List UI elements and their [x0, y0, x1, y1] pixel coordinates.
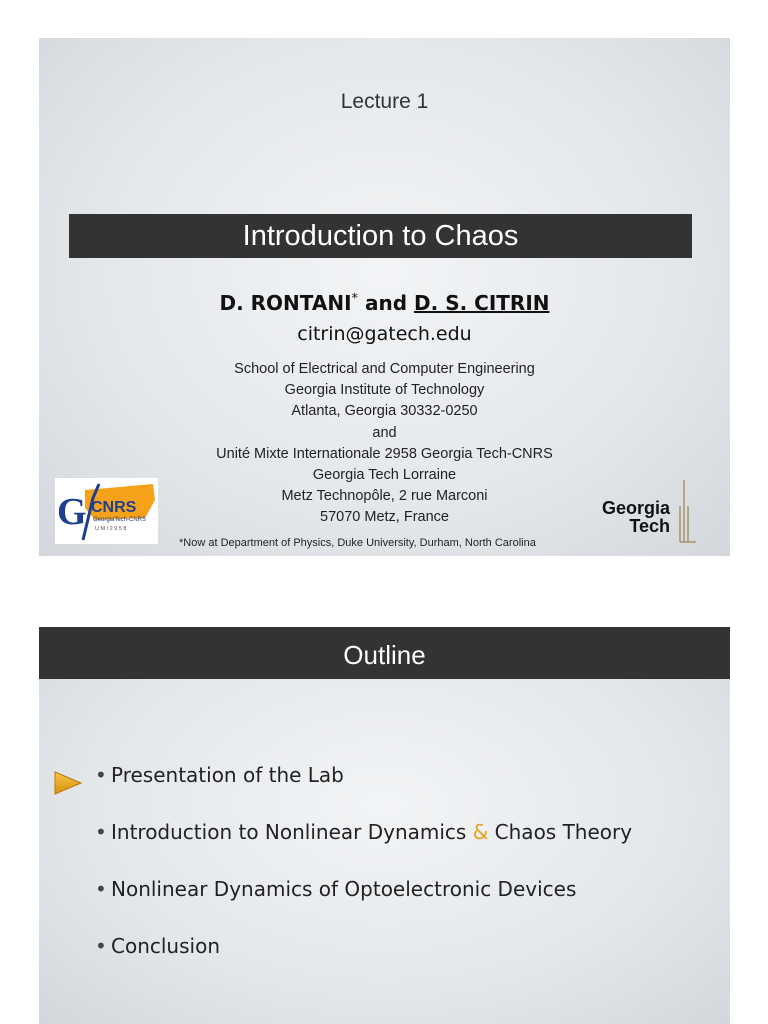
svg-text:G: G — [57, 491, 87, 533]
cnrs-logo-subtitle: GeorgiaTech-CNRS — [93, 517, 147, 523]
bullet-dot-icon: • — [95, 820, 107, 844]
pointer-triangle-icon — [53, 770, 83, 796]
list-item — [95, 877, 725, 934]
slide-title: Introduction to Chaos — [69, 214, 692, 258]
outline-list — [95, 763, 725, 991]
affiliation-line: Unité Mixte Internationale 2958 Georgia Tech-CNRS — [216, 445, 553, 462]
bullet-dot-icon: • — [95, 877, 107, 901]
author-email: citrin@gatech.edu — [297, 323, 472, 345]
ampersand: & — [472, 820, 489, 844]
affiliation-line: Georgia Institute of Technology — [284, 382, 485, 399]
outline-slide — [39, 627, 730, 1024]
title-slide — [39, 38, 730, 556]
list-item-text-tail: Chaos Theory — [488, 820, 633, 844]
affiliation-line: Georgia Tech Lorraine — [312, 467, 457, 484]
list-item-text: Presentation of the Lab — [111, 763, 344, 787]
cnrs-logo — [55, 478, 158, 544]
gt-logo-line-1: Georgia — [601, 498, 670, 518]
bullet-dot-icon: • — [95, 934, 107, 958]
author-joiner: and — [358, 291, 415, 315]
footnote: *Now at Department of Physics, Duke University, Durham, North Carolina — [179, 537, 536, 549]
affiliation-line: Metz Technopôle, 2 rue Marconi — [281, 488, 488, 505]
cnrs-logo-text: CNRS — [91, 499, 137, 516]
list-item — [95, 934, 725, 991]
bullet-dot-icon: • — [95, 763, 107, 787]
author-2: D. S. CITRIN — [414, 291, 550, 315]
list-item-text: Introduction to Nonlinear Dynamics — [111, 820, 473, 844]
authors — [39, 291, 730, 315]
cnrs-logo-umi: U M I 2 9 5 8 — [95, 526, 127, 532]
affiliation-line: 57070 Metz, France — [320, 509, 449, 526]
affiliation-line: and — [372, 424, 397, 441]
gt-logo-line-2: Tech — [629, 516, 670, 536]
affiliation-line: Atlanta, Georgia 30332-0250 — [291, 403, 478, 420]
list-item — [95, 763, 725, 820]
lecture-label: Lecture 1 — [340, 90, 429, 113]
list-item — [95, 820, 725, 877]
outline-title: Outline — [39, 627, 730, 679]
author-1-footnote-mark: * — [351, 291, 359, 307]
list-item-text: Conclusion — [111, 934, 220, 958]
author-1: D. RONTANI — [219, 291, 352, 315]
list-item-text: Nonlinear Dynamics of Optoelectronic Devices — [111, 877, 577, 901]
affiliation-line: School of Electrical and Computer Engineering — [234, 361, 535, 377]
